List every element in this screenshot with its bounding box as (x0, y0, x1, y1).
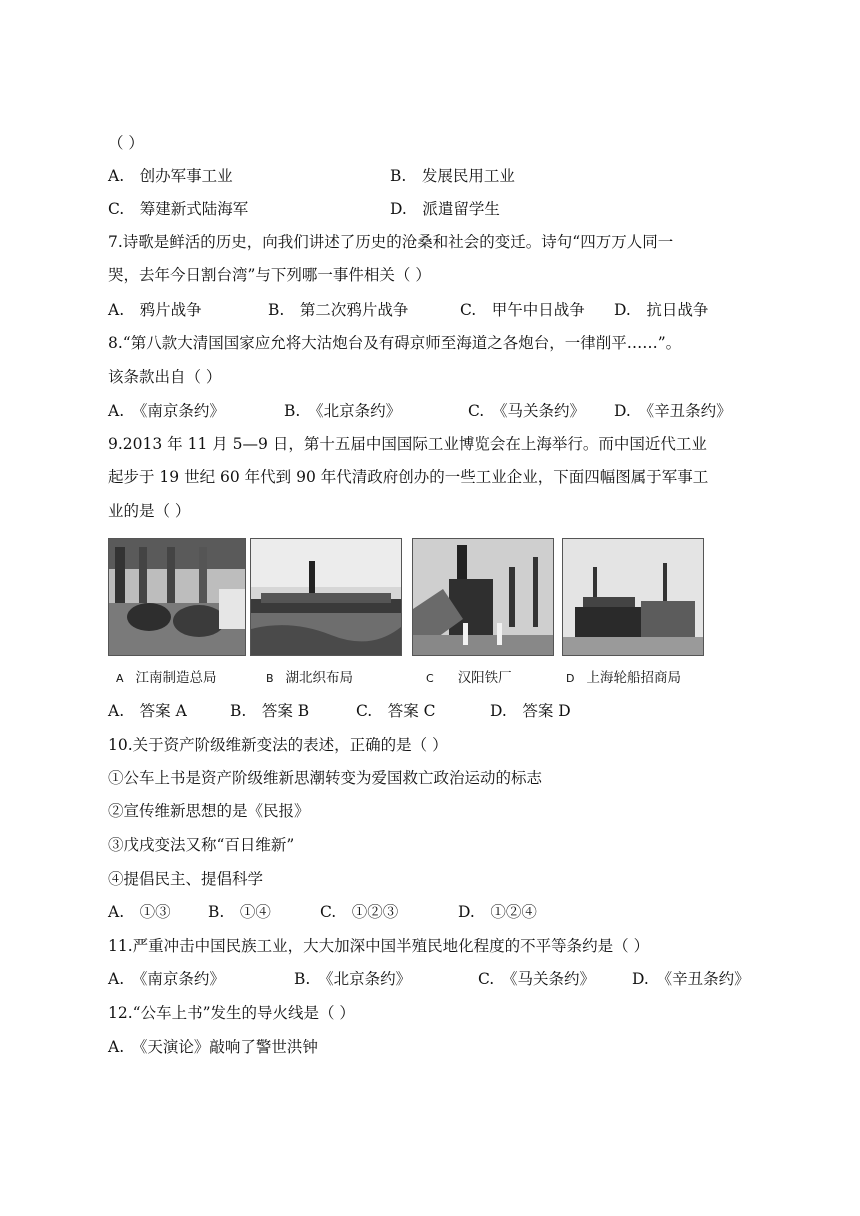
q11-option-c: C. 《马关条约》 (478, 970, 596, 988)
q9-option-d: D. 答案 D (490, 702, 571, 720)
q10-stem: 10.关于资产阶级维新变法的表述，正确的是（ ） (108, 736, 448, 754)
q11-stem: 11.严重冲击中国民族工业，大大加深中国半殖民地化程度的不平等条约是（ ） (108, 937, 650, 955)
caption-c: C 汉阳铁厂 (426, 670, 512, 686)
q7-stem-line1: 7.诗歌是鲜活的历史，向我们讲述了历史的沧桑和社会的变迁。诗句“四万万人同一 (108, 233, 674, 251)
q6-option-d: D. 派遣留学生 (390, 200, 500, 218)
q12-stem: 12.“公车上书”发生的导火线是（ ） (108, 1004, 355, 1022)
q10-option-d: D. ①②④ (458, 903, 537, 921)
q10-item-4: ④提倡民主、提倡科学 (108, 870, 264, 888)
photo-jiangnan-arsenal (108, 538, 246, 656)
q11-option-a: A. 《南京条约》 (108, 970, 225, 988)
q6-paren: （ ） (108, 134, 144, 152)
q12-option-a: A. 《天演论》敲响了警世洪钟 (108, 1038, 318, 1056)
q6-option-a: A. 创办军事工业 (108, 167, 233, 185)
q9-stem-line3: 业的是（ ） (108, 502, 191, 520)
q8-stem-line2: 该条款出自（ ） (108, 368, 222, 386)
caption-a: A 江南制造总局 (116, 670, 217, 686)
q6-option-c: C. 筹建新式陆海军 (108, 200, 249, 218)
photo-hubei-textile (250, 538, 402, 656)
q9-option-a: A. 答案 A (108, 702, 187, 720)
q8-option-c: C. 《马关条约》 (468, 402, 586, 420)
q8-option-b: B. 《北京条约》 (284, 402, 402, 420)
q10-option-a: A. ①③ (108, 903, 171, 921)
q9-photo-strip (108, 538, 708, 688)
q10-option-b: B. ①④ (208, 903, 271, 921)
q7-option-a: A. 鸦片战争 (108, 301, 202, 319)
q11-option-b: B. 《北京条约》 (294, 970, 412, 988)
q10-option-c: C. ①②③ (320, 903, 399, 921)
q8-stem-line1: 8.“第八款大清国国家应允将大沽炮台及有碍京师至海道之各炮台，一律削平……”。 (108, 334, 682, 352)
q9-option-b: B. 答案 B (230, 702, 310, 720)
q7-stem-line2: 哭，去年今日割台湾”与下列哪一事件相关（ ） (108, 266, 431, 284)
caption-b: B 湖北织布局 (266, 670, 354, 686)
q7-option-d: D. 抗日战争 (614, 301, 709, 319)
q7-option-c: C. 甲午中日战争 (460, 301, 585, 319)
q10-item-2: ②宣传维新思想的是《民报》 (108, 802, 310, 820)
q9-option-c: C. 答案 C (356, 702, 436, 720)
q8-option-d: D. 《辛丑条约》 (614, 402, 732, 420)
q6-option-b: B. 发展民用工业 (390, 167, 515, 185)
q10-item-1: ①公车上书是资产阶级维新思潮转变为爱国救亡政治运动的标志 (108, 769, 543, 787)
photo-hanyang-ironworks (412, 538, 554, 656)
q10-item-3: ③戊戌变法又称“百日维新” (108, 836, 295, 854)
q9-stem-line1: 9.2013 年 11 月 5—9 日，第十五届中国国际工业博览会在上海举行。而中国近代工业 (108, 435, 707, 453)
q11-option-d: D. 《辛丑条约》 (632, 970, 750, 988)
q9-stem-line2: 起步于 19 世纪 60 年代到 90 年代清政府创办的一些工业企业，下面四幅图属于军事工 (108, 468, 709, 486)
q7-option-b: B. 第二次鸦片战争 (268, 301, 409, 319)
q8-option-a: A. 《南京条约》 (108, 402, 225, 420)
photo-shanghai-steamship (562, 538, 704, 656)
caption-d: D 上海轮船招商局 (566, 670, 681, 686)
